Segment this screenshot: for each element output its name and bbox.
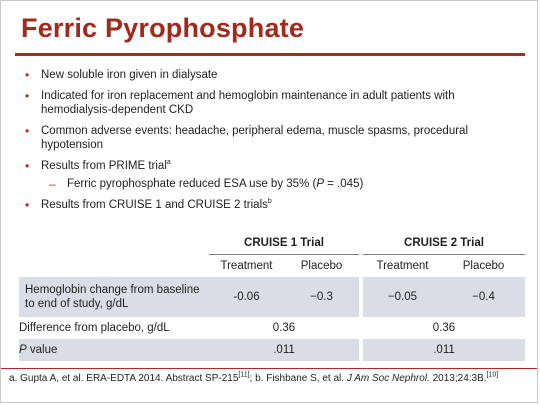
header-treatment: Treatment [376,260,429,272]
sub-bullet-item [23,177,513,192]
dash-icon: – [49,177,56,191]
bullet-text: Indicated for iron replacement and hemoglobin maintenance in adult patients with hemodialysis-dependent CKD [41,89,455,116]
table-header-trials [19,232,525,255]
header-placebo: Placebo [300,260,343,272]
header-placebo: Placebo [462,260,505,272]
bullet-text: Common adverse events: headache, peripheral edema, muscle spasms, procedural hypotension [41,124,468,151]
p-symbol: P [316,178,324,190]
bullet-list [23,68,513,218]
cell-value: −0.4 [442,277,525,317]
cell-value: .011 [363,339,525,361]
header-cruise2: CRUISE 2 Trial [363,232,525,255]
slide-title: Ferric Pyrophosphate [21,13,305,43]
footnote-b: ; b. Fishbane S, et al. [249,373,347,384]
bullet-item [23,68,513,83]
sub-bullet-text: Ferric pyrophosphate reduced ESA use by 35% ( [67,178,317,190]
title-divider [15,53,525,56]
bullet-text: New soluble iron given in dialysate [41,69,218,81]
table-row [19,317,525,339]
row-label: Hemoglobin change from baseline to end of study, g/dL [19,277,209,317]
table-row [19,339,525,361]
ref-marker: [10] [486,371,499,379]
bullet-item [23,124,513,153]
table-row [19,277,525,317]
row-label: Difference from placebo, g/dL [19,322,170,334]
bullet-icon: • [25,158,30,173]
cell-value: 0.36 [432,322,456,334]
bullet-icon: • [25,123,30,138]
cell-value: −0.05 [363,277,442,317]
p-symbol: P [19,344,27,356]
footnote-b-end: 2013;24:3B. [429,373,487,384]
bullet-icon: • [25,88,30,103]
row-label-suffix: value [26,344,58,356]
ref-marker: [11] [238,371,250,379]
footnote-a: a. Gupta A, et al. ERA-EDTA 2014. Abstract SP-215 [9,373,239,384]
bullet-item [23,198,513,213]
journal-name: J Am Soc Nephrol. [346,373,430,384]
bullet-icon: • [25,68,30,82]
bullet-icon: • [25,197,30,212]
row-label [19,339,209,361]
table-header-arms [19,255,525,278]
header-cruise1: CRUISE 1 Trial [209,232,359,255]
footnote-divider [1,368,537,369]
cell-value: .011 [209,339,359,361]
cell-value: -0.06 [209,277,284,317]
cell-value: 0.36 [272,322,296,334]
footnote [9,372,529,385]
bullet-item [23,89,513,118]
cell-value: −0.3 [284,277,359,317]
sub-bullet-text-end: = .045) [323,178,364,190]
results-table [19,232,525,361]
bullet-item [23,159,513,174]
header-treatment: Treatment [220,260,273,272]
bullet-text: Results from CRUISE 1 and CRUISE 2 trials [41,198,268,211]
footnote-marker: b [267,197,272,205]
footnote-marker: a [166,158,171,166]
bullet-text: Results from PRIME trial [41,159,167,172]
